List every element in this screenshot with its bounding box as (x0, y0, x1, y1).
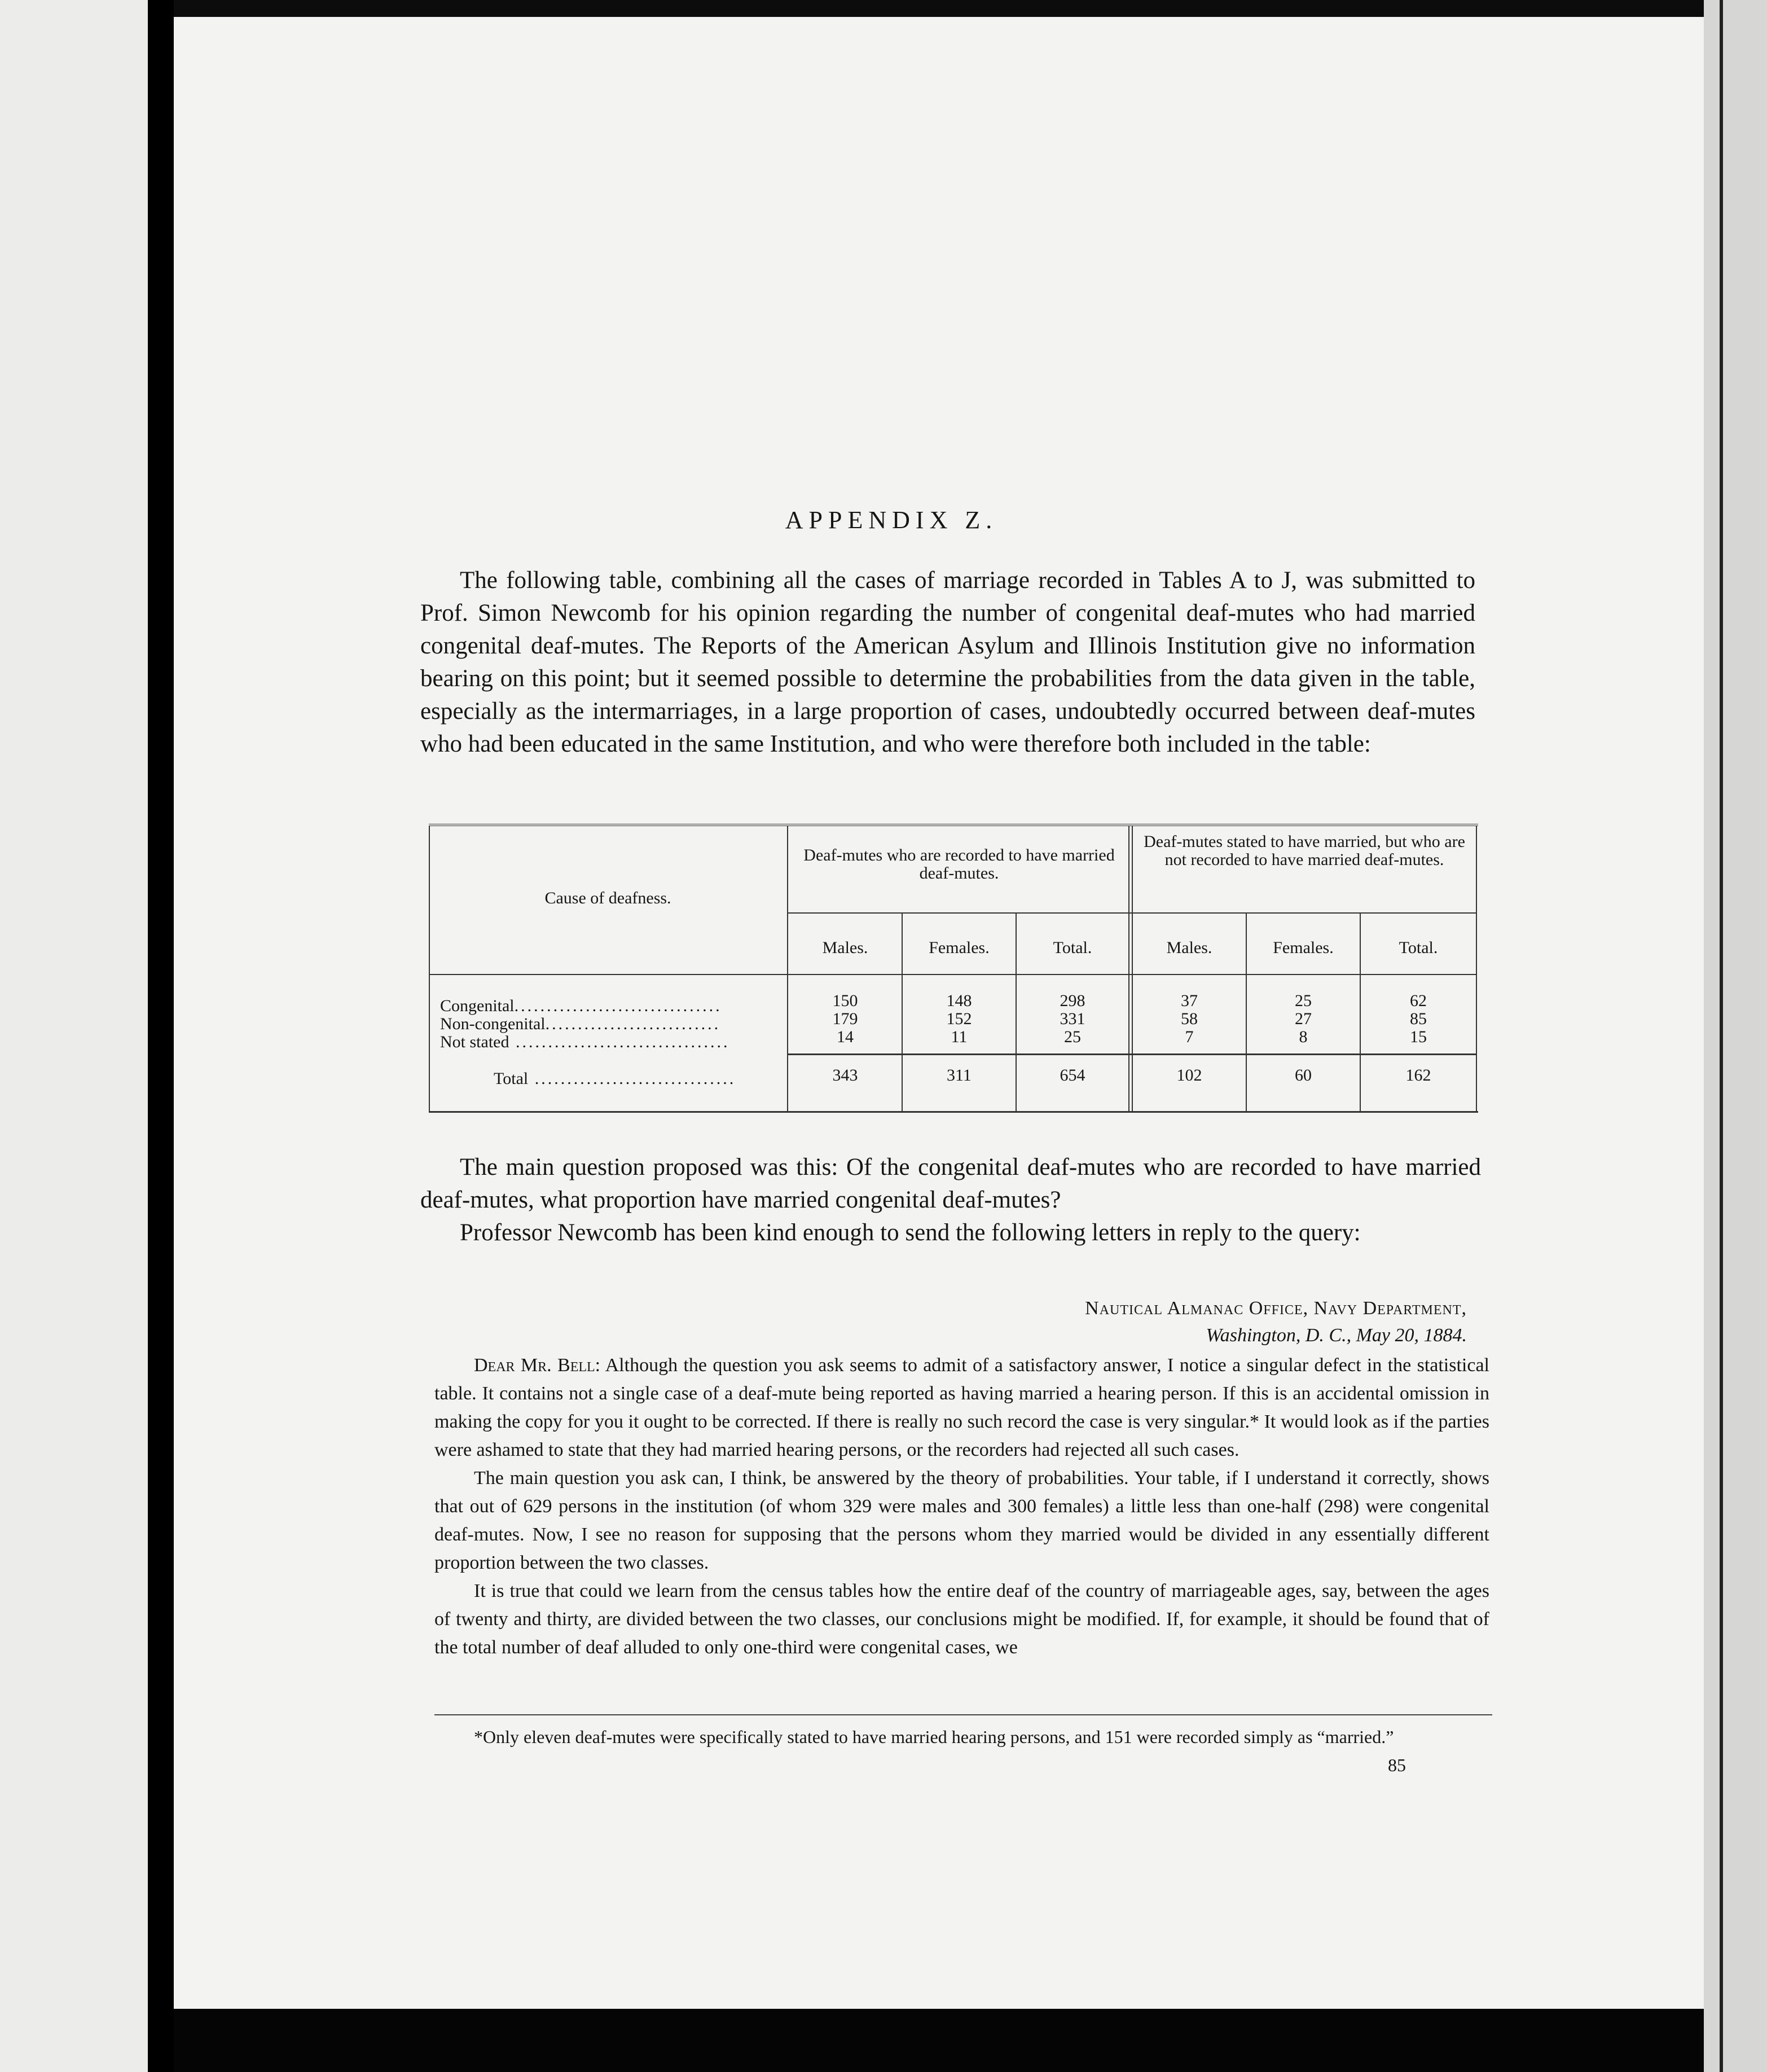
col-females-b: Females. (1273, 938, 1334, 957)
table-cell: 179 (832, 1009, 858, 1028)
table-cell: 25 (1295, 991, 1312, 1010)
letter-paragraph-text: It is true that could we learn from the census tables how the entire deaf of the country of marriageable ages, say, between the ages of twenty and thirty, are divided between the two classes, our conclusions might be modified. If, for example, it should be found that of the total number of deaf alluded to only one-third were congenital cases, we (434, 1581, 1489, 1658)
appendix-title: APPENDIX Z. (785, 506, 998, 534)
table-row (440, 1015, 784, 1033)
table-cell: 8 (1299, 1028, 1308, 1046)
table-total-cell: 311 (947, 1066, 972, 1085)
footnote-text: *Only eleven deaf-mutes were specifically stated to have married hearing persons, and 151 were recorded simply as “married.” (474, 1727, 1394, 1747)
table-cell: 27 (1295, 1009, 1312, 1028)
table-cell: 11 (951, 1028, 968, 1046)
row-label: Congenital (440, 997, 515, 1015)
main-question-text: The main question proposed was this: Of the congenital deaf-mutes who are recorded to have married deaf-mutes, what proportion have married congenital deaf-mutes? (420, 1154, 1481, 1213)
main-question-section (420, 1151, 1481, 1249)
table-cell: 7 (1185, 1028, 1194, 1046)
letter-paragraph-text: The main question you ask can, I think, be answered by the theory of probabilities. Your table, if I understand it correctly, shows that out of 629 persons in the institution (of whom 329 were males and 300 females) a little less than one-half (298) were congenital deaf-mutes. Now, I see no reason for supposing that the persons whom they married would be divided in any essentially different proportion between the two classes. (434, 1468, 1489, 1573)
table-total-cell: 343 (832, 1066, 858, 1085)
dot-leader: ................................. (509, 1033, 730, 1051)
table-total-cell: 162 (1405, 1066, 1431, 1085)
group-header-not-recorded: Deaf-mutes stated to have married, but who are not recorded to have married deaf-mutes. (1144, 832, 1465, 869)
page-edge (1704, 0, 1767, 2072)
row-label: Non-congenital (440, 1015, 546, 1033)
row-label: Total (494, 1070, 529, 1088)
letter-office-line: Nautical Almanac Office, Navy Department, (1085, 1298, 1467, 1319)
dot-leader: ........................... (545, 1015, 721, 1033)
table-cell: 25 (1064, 1028, 1081, 1046)
table-cell: 85 (1410, 1009, 1427, 1028)
col-total-a: Total. (1053, 938, 1092, 957)
main-question-paragraph (420, 1151, 1481, 1217)
letter-salutation: Dear Mr. Bell: (474, 1355, 601, 1376)
table-border-left (429, 826, 430, 1111)
page-number: 85 (1388, 1755, 1406, 1775)
table-border-right (1476, 826, 1477, 1111)
table-divider-cause (787, 826, 788, 1111)
table-cell: 298 (1060, 991, 1085, 1010)
table-total-row (494, 1070, 784, 1088)
scan-border (174, 2009, 1704, 2072)
newcomb-intro-text: Professor Newcomb has been kind enough to send the following letters in reply to the query: (460, 1219, 1361, 1246)
newcomb-intro-paragraph (420, 1217, 1481, 1249)
col-total-b: Total. (1399, 938, 1438, 957)
footnote-rule (434, 1714, 1492, 1715)
intro-text: The following table, combining all the cases of marriage recorded in Tables A to J, was submitted to Prof. Simon Newcomb for his opinion regarding the number of congenital deaf-mutes who had married congenital deaf-mutes. The Reports of the American Asylum and Illinois Institution give no information bearing on this point; but it seemed possible to determine the probabilities from the data given in the table, especially as the intermarriages, in a large proportion of cases, undoubtedly occurred between deaf-mutes who had been educated in the same Institution, and who were therefore both included in the table: (420, 567, 1475, 757)
table-cell: 15 (1410, 1028, 1427, 1046)
table-cell: 14 (837, 1028, 854, 1046)
table-row (440, 997, 784, 1015)
facing-page (0, 0, 148, 2072)
table-total-cell: 60 (1295, 1066, 1312, 1085)
col-females-a: Females. (929, 938, 990, 957)
table-rule-groups (787, 912, 1476, 914)
footnote (434, 1722, 1492, 1751)
page-edge-line (1720, 0, 1723, 2072)
table-cell: 331 (1060, 1009, 1085, 1028)
book-gutter (148, 0, 174, 2072)
cause-header: Cause of deafness. (544, 889, 671, 907)
letter-date-line: Washington, D. C., May 20, 1884. (1206, 1325, 1467, 1346)
table-row (440, 1033, 784, 1051)
dot-leader: ............................... (528, 1070, 736, 1088)
table-cell: 58 (1181, 1009, 1198, 1028)
letter-paragraph (434, 1464, 1489, 1577)
table-rule-total (787, 1053, 1476, 1055)
letter-paragraph (434, 1577, 1489, 1662)
intro-paragraph (420, 564, 1475, 761)
table-total-cell: 102 (1176, 1066, 1202, 1085)
col-males-a: Males. (822, 938, 868, 957)
letter-paragraph-text: Although the question you ask seems to admit of a satisfactory answer, I notice a singular defect in the statistical table. It contains not a single case of a deaf-mute being reported as having married a hearing person. If this is an accidental omission in making the copy for you it ought to be corrected. If there is really no such record the case is very singular.* It would look as if the parties were ashamed to state that they had married hearing persons, or the recorders had rejected all such cases. (434, 1355, 1490, 1460)
table-cell: 148 (946, 991, 972, 1010)
table-rule-head (429, 974, 1476, 975)
dot-leader: ................................ (514, 997, 722, 1015)
letter-paragraph (434, 1351, 1489, 1464)
deaf-mute-marriage-table (429, 824, 1478, 1113)
table-cell: 62 (1410, 991, 1427, 1010)
table-divider-groups (1128, 826, 1129, 1111)
newcomb-letter (434, 1351, 1489, 1662)
table-cell: 37 (1181, 991, 1198, 1010)
group-header-married-deaf-mutes: Deaf-mutes who are recorded to have married deaf-mutes. (803, 846, 1115, 883)
table-total-cell: 654 (1060, 1066, 1085, 1085)
table-cell: 150 (832, 991, 858, 1010)
row-label: Not stated (440, 1033, 509, 1051)
table-cell: 152 (946, 1009, 972, 1028)
col-males-b: Males. (1166, 938, 1212, 957)
